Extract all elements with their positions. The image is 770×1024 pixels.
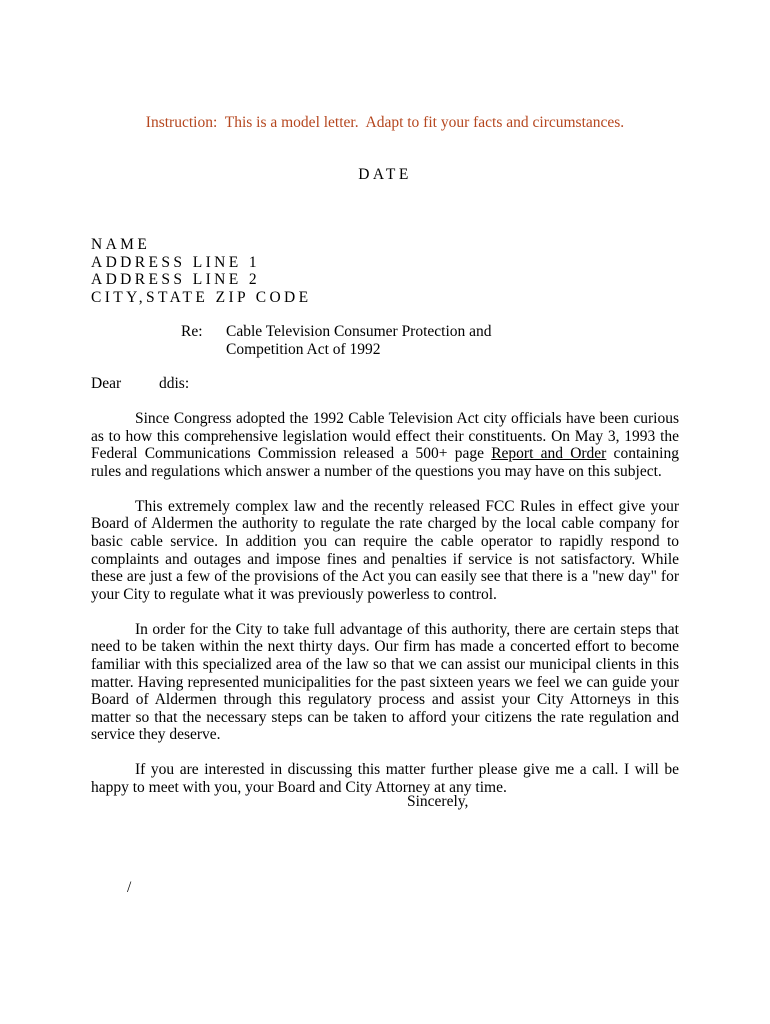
salutation (91, 375, 190, 393)
re-subject-line-2: Competition Act of 1992 (226, 341, 381, 358)
salutation-name: ddis: (159, 375, 190, 392)
paragraph-2: This extremely complex law and the recently released FCC Rules in effect give your Board of Aldermen the authority to regulate the rate charged by the local cable company for basic cable service. In addition you can require the cable operator to rapidly respond to complaints and outages and impose fines and penalties if service is not satisfactory. While these are just a few of the provisions of the Act you can easily see that there is a "new day" for your City to regulate what it was previously powerless to control. (91, 497, 679, 603)
paragraph-1-start: Since Congress adopted the 1992 Cable Television Act city officials have been curious as to how this comprehensive legislation would effect their constituents. On May 3, 1993 the Federal Communications Commission released a 500+ page (91, 410, 679, 463)
re-subject-line-1: Cable Television Consumer Protection and (226, 323, 492, 340)
paragraph-3: In order for the City to take full advantage of this authority, there are certain steps that need to be taken within the next thirty days. Our firm has made a concerted effort to become familiar with this specialized area of the law so that we can assist our municipal clients in this matter. Having represented municipalities for the past sixteen years we feel we can guide your Board of Aldermen through this regulatory process and assist your City Attorneys in this matter so that the necessary steps can be taken to afford your citizens the rate regulation and service they deserve. (91, 620, 679, 744)
address-city-state-zip: CITY,STATE ZIP CODE (91, 288, 312, 306)
address-name: NAME (91, 236, 151, 253)
paragraph-1-end: containing rules and regulations which answer a number of the questions you may have on this subject. (91, 445, 679, 480)
signature-mark: / (127, 879, 132, 896)
salutation-greeting: Dear (91, 375, 122, 392)
recipient-address (91, 236, 312, 306)
re-subject (226, 323, 526, 359)
paragraph-4: If you are interested in discussing this matter further please give me a call. I will be happy to meet with you, your Board and City Attorney at any time. (91, 761, 679, 796)
address-line-2: ADDRESS LINE 2 (91, 271, 261, 288)
letter-body (91, 410, 679, 814)
address-line-1: ADDRESS LINE 1 (91, 253, 261, 271)
instruction-note: Instruction: This is a model letter. Adapt to fit your facts and circumstances. (145, 114, 625, 131)
report-and-order-title: Report and Order (491, 445, 607, 463)
re-label: Re: (181, 323, 203, 340)
date-placeholder: DATE (358, 166, 412, 183)
closing: Sincerely, (407, 793, 469, 810)
paragraph-1 (91, 410, 679, 480)
